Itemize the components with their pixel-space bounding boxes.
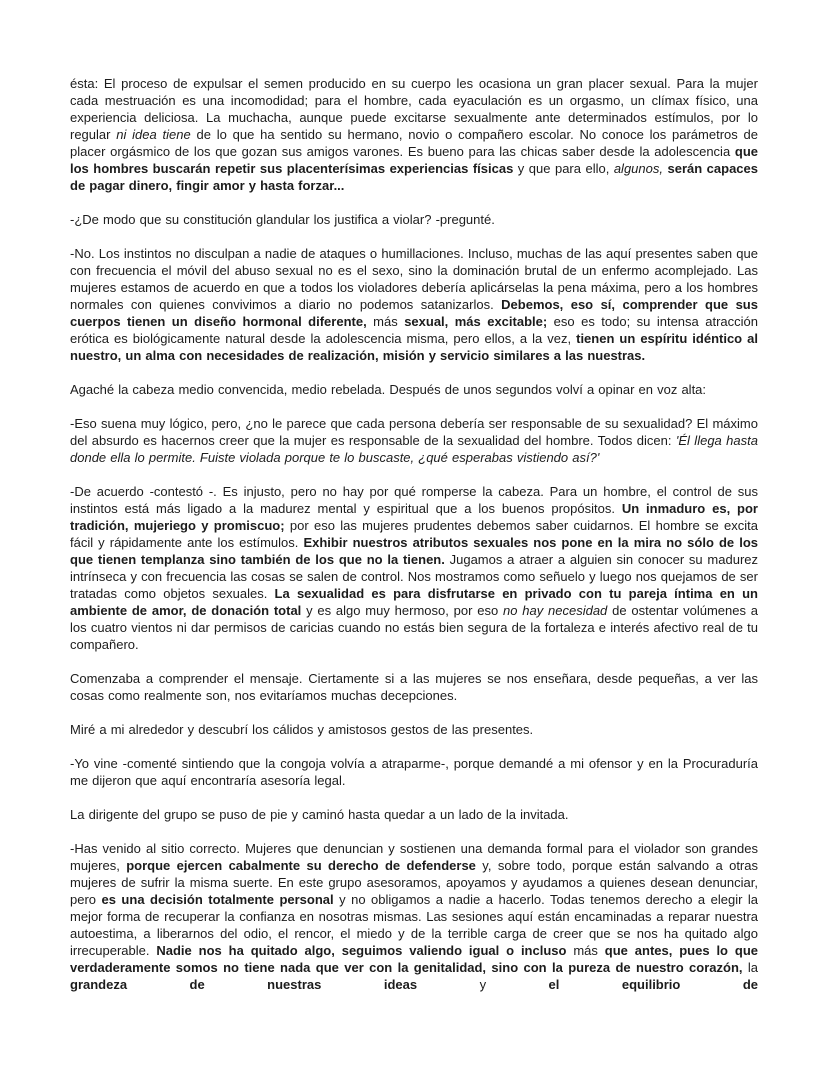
text-run: grandeza de nuestras ideas xyxy=(70,977,418,992)
text-run: eso es todo; su intensa atracción erótica es biológicamente natural desde la adolescencia misma, pero ellos, a la vez, xyxy=(70,314,758,346)
text-run: Miré a mi alrededor y descubrí los cálidos y amistosos gestos de las presentes. xyxy=(70,722,534,737)
text-run: Nadie nos ha quitado algo, seguimos valiendo igual o incluso xyxy=(156,943,567,958)
text-run: ni idea tiene xyxy=(116,127,191,142)
text-run: ésta: El proceso de expulsar el semen producido en su cuerpo les ocasiona un gran placer sexual. Para la mujer cada mestruación es una incomodidad; para el hombre, cada eyaculación es un orgasmo, un clímax físico, una experiencia deliciosa. La muchacha, aunque puede excitarse sexualmente ante determinados estímulos, por lo regular xyxy=(70,76,758,142)
text-run: de ostentar volúmenes a los cuatro vientos ni dar permisos de caricias cuando no estás bien segura de la fortaleza e interés afectivo real de tu compañero. xyxy=(70,603,759,652)
text-run: Un inmaduro es, por tradición, mujeriego y promiscuo; xyxy=(70,501,758,533)
paragraph xyxy=(70,840,758,993)
text-run: algunos, xyxy=(613,161,663,176)
text-run: por eso las mujeres prudentes debemos saber cuidarnos. El hombre se excita fácil y rápidamente ante los estímulos. xyxy=(70,518,758,550)
text-run: -No. Los instintos no disculpan a nadie de ataques o humillaciones. Incluso, muchas de las aquí presentes saben que con frecuencia el móvil del abuso sexual no es el sexo, sino la dominación brutal de un enfermo acomplejado. Las mujeres estamos de acuerdo en que a todos los violadores debería aplicárselas la pena máxima, pero a los hombres normales con quienes convivimos a diario no podemos satanizarlos. xyxy=(70,246,758,312)
text-run: La dirigente del grupo se puso de pie y caminó hasta quedar a un lado de la invitada. xyxy=(70,807,569,822)
paragraph xyxy=(70,483,758,653)
text-run: -Eso suena muy lógico, pero, ¿no le parece que cada persona debería ser responsable de su sexualidad? El máximo del absurdo es hacernos creer que la mujer es responsable de la sexualidad del hombre. Todos dicen: xyxy=(70,416,758,448)
text-run: más xyxy=(566,943,605,958)
paragraph xyxy=(70,381,758,398)
paragraph xyxy=(70,245,758,364)
text-run: y no obligamos a nadie a hacerlo. Todas tenemos derecho a elegir la mejor forma de recuperar la confianza en nosotras mismas. Las sesiones aquí están encaminadas a reparar nuestra autoestima, a liberarnos del odio, el rencor, el miedo y de la terrible carga de creer que se nos ha quitado algo irrecuperable. xyxy=(70,892,759,958)
text-run: Debemos, eso sí, comprender que sus cuerpos tienen un diseño hormonal diferente, xyxy=(70,297,758,329)
text-run: Jugamos a atraer a alguien sin conocer su madurez intrínseca y con frecuencia las cosas se salen de control. Nos mostramos como señuelo y luego nos quejamos de ser tratadas como objetos sexuales. xyxy=(70,552,758,601)
text-run: La sexualidad es para disfrutarse en privado con tu pareja íntima en un ambiente de amor, de donación total xyxy=(70,586,758,618)
text-run: Comenzaba a comprender el mensaje. Ciertamente si a las mujeres se nos enseñara, desde pequeñas, a ver las cosas como realmente son, nos evitaríamos muchas decepciones. xyxy=(70,671,758,703)
text-run: de lo que ha sentido su hermano, novio o compañero escolar. No conoce los parámetros de placer orgásmico de los que gozan sus amigos varones. Es bueno para las chicas saber desde la adolescencia xyxy=(70,127,758,159)
paragraph xyxy=(70,75,758,194)
text-run: y xyxy=(417,977,549,992)
text-run: porque ejercen cabalmente su derecho de defenderse xyxy=(126,858,476,873)
text-run: el equilibrio de xyxy=(548,977,758,992)
text-run: Exhibir nuestros atributos sexuales nos pone en la mira no sólo de los que tienen templanza sino también de los que no la tienen. xyxy=(70,535,758,567)
text-run: sexual, más excitable; xyxy=(404,314,548,329)
paragraph xyxy=(70,211,758,228)
text-run: que los hombres buscarán repetir sus placenterísimas experiencias físicas xyxy=(70,144,758,176)
paragraph xyxy=(70,670,758,704)
text-run: es una decisión totalmente personal xyxy=(101,892,334,907)
text-run: -De acuerdo -contestó -. Es injusto, pero no hay por qué romperse la cabeza. Para un hombre, el control de sus instintos está más ligado a la madurez mental y espiritual que a los buenos propósitos. xyxy=(70,484,758,516)
paragraph xyxy=(70,721,758,738)
text-run: no hay necesidad xyxy=(503,603,608,618)
text-run: -¿De modo que su constitución glandular los justifica a violar? -pregunté. xyxy=(70,212,495,227)
text-run: más xyxy=(366,314,405,329)
text-run: -Has venido al sitio correcto. Mujeres que denuncian y sostienen una demanda formal para el violador son grandes mujeres, xyxy=(70,841,758,873)
text-run: y, sobre todo, porque están salvando a otras mujeres de sufrir la misma suerte. En este grupo asesoramos, apoyamos y ayudamos a quienes desean denunciar, pero xyxy=(70,858,758,907)
text-run: y que para ello, xyxy=(513,161,614,176)
paragraph xyxy=(70,755,758,789)
text-run: Agaché la cabeza medio convencida, medio rebelada. Después de unos segundos volví a opinar en voz alta: xyxy=(70,382,707,397)
page-text xyxy=(70,75,758,993)
text-run: que antes, pues lo que verdaderamente somos no tiene nada que ver con la genitalidad, sino con la pureza de nuestro corazón, xyxy=(70,943,758,975)
text-run: y es algo muy hermoso, por eso xyxy=(301,603,503,618)
paragraph xyxy=(70,806,758,823)
text-run: 'Él llega hasta donde ella lo permite. Fuiste violada porque te lo buscaste, ¿qué esperabas vistiendo así?' xyxy=(70,433,758,465)
text-run: -Yo vine -comenté sintiendo que la congoja volvía a atraparme-, porque demandé a mi ofensor y en la Procuraduría me dijeron que aquí encontraría asesoría legal. xyxy=(70,756,758,788)
text-run: tienen un espíritu idéntico al nuestro, un alma con necesidades de realización, misión y servicio similares a las nuestras. xyxy=(70,331,758,363)
text-run: la xyxy=(742,960,758,975)
paragraph xyxy=(70,415,758,466)
text-run: serán capaces de pagar dinero, fingir amor y hasta forzar... xyxy=(70,161,758,193)
